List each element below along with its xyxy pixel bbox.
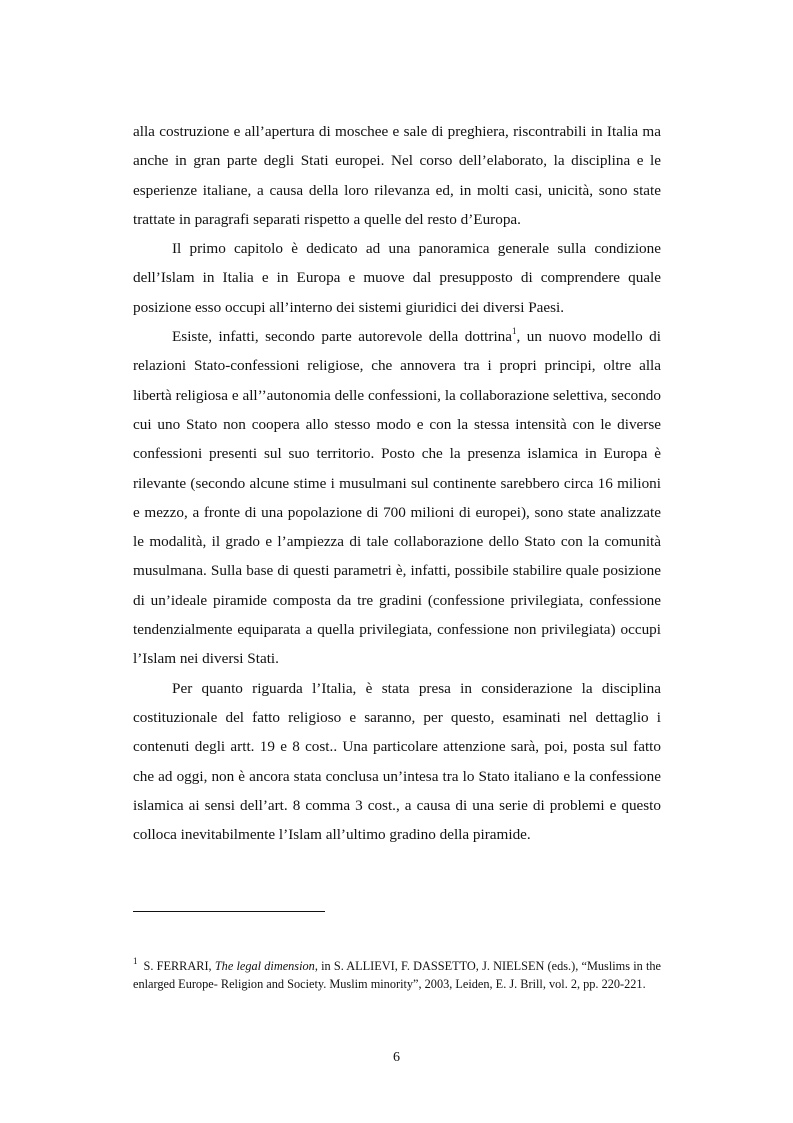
footnote-title: The legal dimension	[214, 959, 315, 973]
page-number: 6	[393, 1050, 400, 1065]
paragraph-3-start: Esiste, infatti, secondo parte autorevole della dottrina	[172, 328, 513, 346]
footnote-number: 1	[133, 956, 138, 966]
paragraph-3	[133, 322, 661, 674]
footnote-author: S. FERRARI,	[143, 959, 215, 973]
paragraph-3-rest: , un nuovo modello di relazioni Stato-confessioni religiose, che annovera tra i propri principi, oltre alla libertà religiosa e all’’autonomia delle confessioni, la collaborazione selettiva, secondo cui uno Stato non coopera allo stesso modo e con la stessa intensità con le diverse confessioni presenti sul suo territorio. Posto che la presenza islamica in Europa è rilevante (secondo alcune stime i musulmani sul continente sarebbero circa 16 milioni e mezzo, a fronte di una popolazione di 700 milioni di europei), sono state analizzate le modalità, il grado e l’ampiezza di tale collaborazione dello Stato con la comunità musulmana. Sulla base di questi parametri è, infatti, possibile stabilire quale posizione di un’ideale piramide composta da tre gradini (confessione privilegiata, confessione tendenzialmente equiparata a quella privilegiata, confessione non privilegiata) occupi l’Islam nei diversi Stati.	[133, 328, 661, 668]
paragraph-2: Il primo capitolo è dedicato ad una panoramica generale sulla condizione dell’Islam in Italia e in Europa e muove dal presupposto di comprendere quale posizione esso occupi all’interno dei sistemi giuridici dei diversi Paesi.	[133, 240, 661, 316]
paragraph-4: Per quanto riguarda l’Italia, è stata presa in considerazione la disciplina costituzionale del fatto religioso e saranno, per questo, esaminati nel dettaglio i contenuti degli artt. 19 e 8 cost.. Una particolare attenzione sarà, poi, posta sul fatto che ad oggi, non è ancora stata conclusa un’intesa tra lo Stato italiano e la confessione islamica ai sensi dell’art. 8 comma 3 cost., a causa di una serie di problemi e questo colloca inevitabilmente l’Islam all’ultimo gradino della piramide.	[133, 679, 661, 844]
paragraph-1: alla costruzione e all’apertura di moschee e sale di preghiera, riscontrabili in Italia ma anche in gran parte degli Stati europei. Nel corso dell’elaborato, la disciplina e le esperienze italiane, a causa della loro rilevanza ed, in molti casi, unicità, sono state trattate in paragrafi separati rispetto a quelle del resto d’Europa.	[133, 123, 661, 228]
footnote-citation: , in S. ALLIEVI, F. DASSETTO, J. NIELSEN (eds.), “Muslims in the enlarged Europe- Religion and Society. Muslim minority”, 2003, Leiden, E. J. Brill, vol. 2, pp. 220-221.	[133, 959, 661, 992]
footnote	[133, 957, 661, 994]
footnote-reference[interactable]: 1	[512, 326, 517, 337]
main-text	[133, 117, 661, 849]
footnote-separator	[133, 911, 325, 912]
